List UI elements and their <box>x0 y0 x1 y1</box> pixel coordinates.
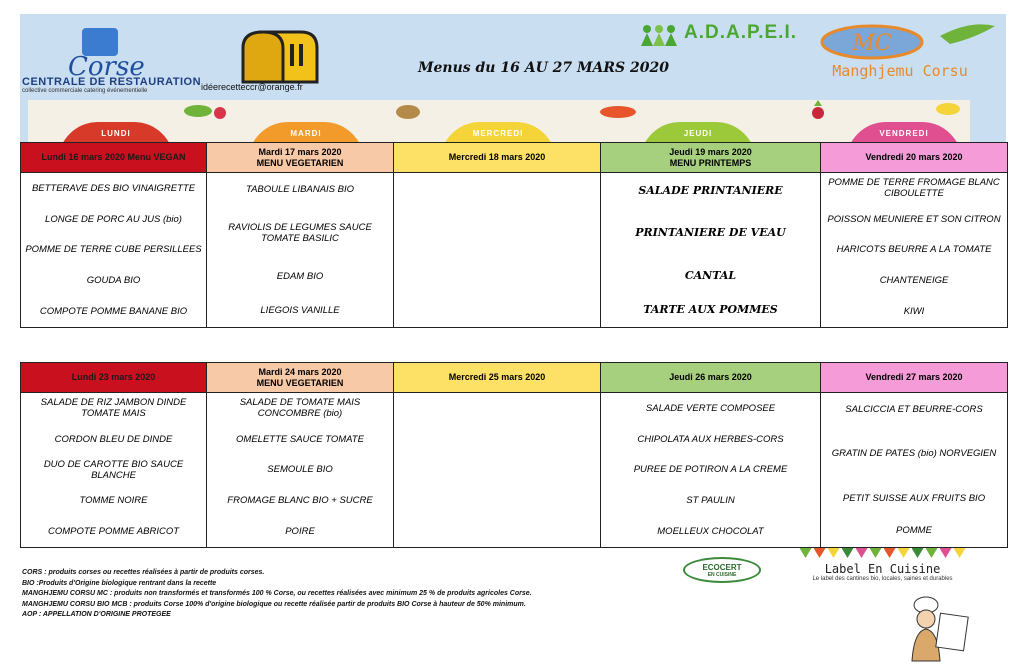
legend-line: AOP : APPELLATION D'ORIGINE PROTEGEE <box>22 611 171 618</box>
dish: GRATIN DE PATES (bio) NORVEGIEN <box>831 448 997 460</box>
pill-vendredi: VENDREDI <box>846 122 962 142</box>
menu-cell-lundi-16 <box>21 173 207 328</box>
dish: CHANTENEIGE <box>879 275 949 287</box>
dish: POISSON MEUNIERE ET SON CITRON <box>827 213 1001 225</box>
dish: SALADE DE TOMATE MAIS CONCOMBRE (bio) <box>239 397 361 420</box>
header-mardi-24: Mardi 24 mars 2020 MENU VEGETARIEN <box>207 363 394 393</box>
legend-line: MANGHJEMU CORSU MC : produits non transformés et transformés 100 % Corse, ou recettes réalisées avec minimum 25 % de produits agricoles Corse. <box>22 590 532 597</box>
dish: TABOULE LIBANAIS BIO <box>245 184 355 196</box>
dish: PRINTANIERE DE VEAU <box>635 226 786 240</box>
dish: SALCICCIA ET BEURRE-CORS <box>845 403 983 415</box>
chef-illustration-icon <box>904 595 970 663</box>
dish: POMME <box>896 525 932 537</box>
brand-subtitle: CENTRALE DE RESTAURATION <box>22 76 202 88</box>
dish: SEMOULE BIO <box>267 464 333 476</box>
pill-mardi: MARDI <box>248 122 364 142</box>
menu-cell-mercredi-18 <box>394 173 601 328</box>
dish: HARICOTS BEURRE A LA TOMATE <box>836 244 992 256</box>
dish: TARTE AUX POMMES <box>643 303 778 317</box>
menu-cell-mercredi-25 <box>394 393 601 548</box>
dish: COMPOTE POMME ABRICOT <box>47 526 180 538</box>
header-mercredi-18: Mercredi 18 mars 2020 <box>394 143 601 173</box>
pill-jeudi: JEUDI <box>640 122 756 142</box>
menu-cell-jeudi-26 <box>601 393 821 548</box>
adapei-logo: A.D.A.P.E.I. <box>684 22 798 43</box>
header-lundi-16: Lundi 16 mars 2020 Menu VEGAN <box>21 143 207 173</box>
dish: RAVIOLIS DE LEGUMES SAUCE TOMATE BASILIC <box>228 222 372 245</box>
pill-mercredi: MERCREDI <box>440 122 556 142</box>
header-vendredi-20: Vendredi 20 mars 2020 <box>821 143 1008 173</box>
potato-icon <box>388 104 428 120</box>
dish: POMME DE TERRE FROMAGE BLANC CIBOULETTE <box>828 177 1000 200</box>
mailbox-icon <box>235 28 321 86</box>
dish: PETIT SUISSE AUX FRUITS BIO <box>842 493 986 505</box>
mc-logo-text: Manghjemu Corsu <box>832 62 968 80</box>
dish: SALADE VERTE COMPOSEE <box>645 402 776 414</box>
bunting-decoration <box>775 548 990 560</box>
menu-cell-mardi-17 <box>207 173 394 328</box>
dish: CANTAL <box>684 269 737 283</box>
menu-cell-mardi-24 <box>207 393 394 548</box>
menu-table-week1 <box>20 142 1008 328</box>
menu-cell-jeudi-19 <box>601 173 821 328</box>
dish: SALADE DE RIZ JAMBON DINDE TOMATE MAIS <box>40 397 187 420</box>
legend-line: MANGHJEMU CORSU BIO MCB : produits Corse 100% d'origine biologique ou recette réalisée partir de produits BIO Corse à hauteur de 50% minimum. <box>22 600 526 608</box>
menu-table-week2 <box>20 362 1008 548</box>
dish: KIWI <box>903 306 925 318</box>
ecocert-logo: ECOCERT EN CUISINE <box>683 557 761 583</box>
adapei-people-icon <box>640 24 678 46</box>
label-title: Label En Cuisine <box>824 562 941 576</box>
svg-text:MC: MC <box>852 31 892 56</box>
contact-email[interactable]: idéerecetteccr@orange.fr <box>201 82 303 92</box>
dish: LIEGOIS VANILLE <box>260 304 340 316</box>
dish: ST PAULIN <box>686 495 735 507</box>
brand-tagline: collective commerciale catering événementielle <box>22 88 148 94</box>
header-mercredi-25: Mercredi 25 mars 2020 <box>394 363 601 393</box>
dish: COMPOTE POMME BANANE BIO <box>39 306 188 318</box>
dish: DUO DE CAROTTE BIO SAUCE BLANCHE <box>43 458 184 481</box>
vegetable-icon <box>178 102 238 120</box>
day-strip <box>28 100 970 142</box>
tomato-icon <box>588 104 648 120</box>
legend-line: BIO :Produits d'Origine biologique rentrant dans la recette <box>22 579 217 587</box>
dish: CHIPOLATA AUX HERBES-CORS <box>637 433 784 445</box>
header-jeudi-19: Jeudi 19 mars 2020 MENU PRINTEMPS <box>601 143 821 173</box>
pepper-icon <box>928 100 968 118</box>
dish: POIRE <box>285 526 315 538</box>
menu-cell-vendredi-20 <box>821 173 1008 328</box>
menu-cell-vendredi-27 <box>821 393 1008 548</box>
page-title: Menus du 16 AU 27 MARS 2020 <box>418 60 669 76</box>
header-lundi-23: Lundi 23 mars 2020 <box>21 363 207 393</box>
manghjemu-corsu-logo <box>790 20 1000 100</box>
dish: CORDON BLEU DE DINDE <box>54 433 173 445</box>
dish: POMME DE TERRE CUBE PERSILLEES <box>25 244 202 256</box>
dish: LONGE DE PORC AU JUS (bio) <box>45 213 182 225</box>
dish: OMELETTE SAUCE TOMATE <box>236 433 364 445</box>
dish: PUREE DE POTIRON A LA CREME <box>633 464 788 476</box>
label-subtitle: Le label des cantines bio, locales, saines et durables <box>812 576 953 582</box>
dish: SALADE PRINTANIERE <box>638 183 783 197</box>
brand-name: Corse <box>68 52 145 82</box>
dish: EDAM BIO <box>276 271 324 283</box>
header-vendredi-27: Vendredi 27 mars 2020 <box>821 363 1008 393</box>
menu-cell-lundi-23 <box>21 393 207 548</box>
label-en-cuisine-logo <box>775 548 990 582</box>
legend-line: CORS : produits corses ou recettes réalisées à partir de produits corses. <box>22 569 265 576</box>
dish: TOMME NOIRE <box>79 495 148 507</box>
dish: GOUDA BIO <box>86 275 141 287</box>
header-jeudi-26: Jeudi 26 mars 2020 <box>601 363 821 393</box>
header-mardi-17: Mardi 17 mars 2020 MENU VEGETARIEN <box>207 143 394 173</box>
dish: MOELLEUX CHOCOLAT <box>657 526 764 538</box>
pill-lundi: LUNDI <box>58 122 174 142</box>
legend <box>22 568 532 621</box>
dish: FROMAGE BLANC BIO + SUCRE <box>227 495 373 507</box>
radish-icon <box>798 100 838 120</box>
dish: BETTERAVE DES BIO VINAIGRETTE <box>31 182 196 194</box>
